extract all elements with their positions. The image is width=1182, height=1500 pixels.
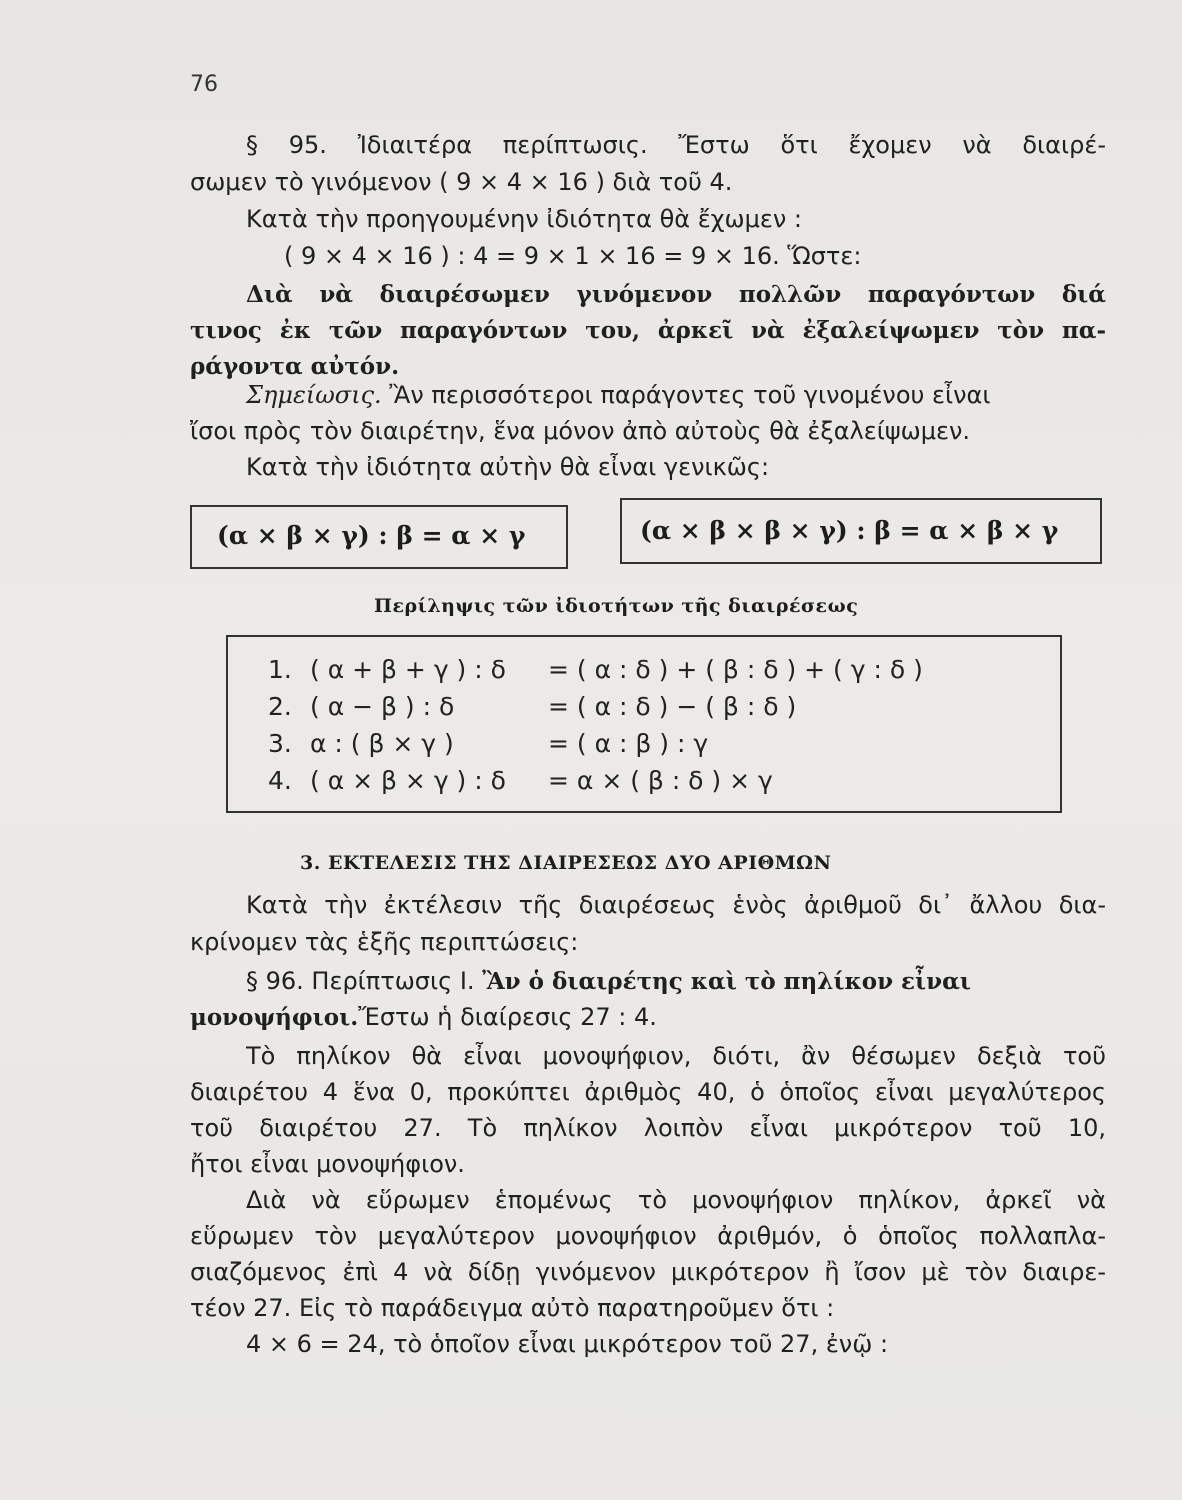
sec96-bold-title: Ἂν ὁ διαιρέτης καὶ τὸ πηλίκον εἶναι: [482, 968, 971, 995]
rule-line-3: ράγοντα αὐτόν.: [190, 353, 400, 380]
section-3-heading: 3. ΕΚΤΕΛΕΣΙΣ ΤΗΣ ΔΙΑΙΡΕΣΕΩΣ ΔΥΟ ΑΡΙΘΜΩΝ: [300, 852, 832, 874]
para2-line-2: εὕρωμεν τὸν μεγαλύτερον μονοψήφιον ἀριθμόν, ὁ ὁποῖος πολλαπλα-: [190, 1222, 1106, 1250]
para1-line-1: Τὸ πηλίκον θὰ εἶναι μονοψήφιον, διότι, ἂν θέσωμεν δεξιὰ τοῦ: [246, 1042, 1106, 1070]
summary-title: Περίληψις τῶν ἰδιοτήτων τῆς διαιρέσεως: [374, 595, 859, 617]
sec96-example: Ἔστω ἡ διαίρεσις 27 : 4.: [358, 1003, 657, 1031]
formula-box-1: [190, 505, 568, 569]
summary-row-1-rhs: = ( α : δ ) + ( β : δ ) + ( γ : δ ): [548, 655, 923, 684]
note-text: Ἂν περισσότεροι παράγοντες τοῦ γινομένου εἶναι: [381, 381, 991, 409]
sec96-line-1: [246, 966, 1106, 997]
summary-row-4-lhs: ( α × β × γ ) : δ: [310, 766, 506, 795]
summary-row-3-rhs: = ( α : β ) : γ: [548, 729, 709, 758]
sec95-line-2: σωμεν τὸ γινόμενον ( 9 × 4 × 16 ) διὰ τοῦ 4.: [190, 168, 733, 196]
summary-row-2-num: 2.: [268, 692, 292, 721]
para2-line-4: τέον 27. Εἰς τὸ παράδειγμα αὐτὸ παρατηροῦμεν ὅτι :: [190, 1294, 835, 1322]
summary-box: [226, 635, 1062, 813]
para1-line-3: τοῦ διαιρέτου 27. Τὸ πηλίκον λοιπὸν εἶναι μικρότερον τοῦ 10,: [190, 1114, 1106, 1142]
para2-line-3: σιαζόμενος ἐπὶ 4 νὰ δίδῃ γινόμενον μικρότερον ἢ ἴσον μὲ τὸν διαιρε-: [190, 1258, 1106, 1286]
rule-line-1: Διὰ νὰ διαιρέσωμεν γινόμενον πολλῶν παραγόντων διά: [246, 281, 1106, 308]
summary-row-4-rhs: = α × ( β : δ ) × γ: [548, 766, 773, 795]
sec96-line-2: [190, 1002, 657, 1033]
formula-box-2: [620, 498, 1102, 564]
para2-line-1: Διὰ νὰ εὕρωμεν ἑπομένως τὸ μονοψήφιον πηλίκον, ἀρκεῖ νὰ: [246, 1186, 1106, 1214]
formula-box-1-text: (α × β × γ) : β = α × γ: [217, 521, 526, 550]
general-line: Κατὰ τὴν ἰδιότητα αὐτὴν θὰ εἶναι γενικῶς:: [246, 453, 770, 481]
formula-box-2-text: (α × β × β × γ) : β = α × β × γ: [640, 516, 1059, 545]
summary-row-1-num: 1.: [268, 655, 292, 684]
summary-row-3-lhs: α : ( β × γ ): [310, 729, 454, 758]
note-line-2: ἴσοι πρὸς τὸν διαιρέτην, ἕνα μόνον ἀπὸ αὐτοὺς θὰ ἐξαλείψωμεν.: [190, 417, 971, 445]
sec95-line-3: Κατὰ τὴν προηγουμένην ἰδιότητα θὰ ἔχωμεν :: [246, 205, 802, 233]
section-3-intro-1: Κατὰ τὴν ἐκτέλεσιν τῆς διαιρέσεως ἑνὸς ἀριθμοῦ δι᾽ ἄλλου δια-: [246, 891, 1106, 919]
summary-row-1-lhs: ( α + β + γ ) : δ: [310, 655, 506, 684]
summary-row-2-lhs: ( α − β ) : δ: [310, 692, 455, 721]
sec95-line-1: § 95. Ἰδιαιτέρα περίπτωσις. Ἔστω ὅτι ἔχομεν νὰ διαιρέ-: [246, 131, 1106, 159]
para1-line-4: ἤτοι εἶναι μονοψήφιον.: [190, 1150, 465, 1178]
rule-line-2: τινος ἐκ τῶν παραγόντων του, ἀρκεῖ νὰ ἐξαλείψωμεν τὸν πα-: [190, 317, 1106, 344]
note-line-1: [246, 380, 990, 410]
section-3-intro-2: κρίνομεν τὰς ἑξῆς περιπτώσεις:: [190, 928, 579, 956]
summary-row-2-rhs: = ( α : δ ) − ( β : δ ): [548, 692, 797, 721]
sec96-prefix: § 96. Περίπτωσις Ι.: [246, 967, 483, 995]
para2-line-5: 4 × 6 = 24, τὸ ὁποῖον εἶναι μικρότερον τοῦ 27, ἐνῷ :: [246, 1330, 889, 1358]
page-number: 76: [190, 72, 218, 97]
summary-row-3-num: 3.: [268, 729, 292, 758]
summary-row-4-num: 4.: [268, 766, 292, 795]
note-label: Σημείωσις.: [246, 381, 382, 409]
para1-line-2: διαιρέτου 4 ἕνα 0, προκύπτει ἀριθμὸς 40, ὁ ὁποῖος εἶναι μεγαλύτερος: [190, 1078, 1106, 1106]
sec95-line-4: ( 9 × 4 × 16 ) : 4 = 9 × 1 × 16 = 9 × 16. Ὥστε:: [284, 242, 862, 270]
sec96-bold-word: μονοψήφιοι.: [190, 1004, 359, 1031]
